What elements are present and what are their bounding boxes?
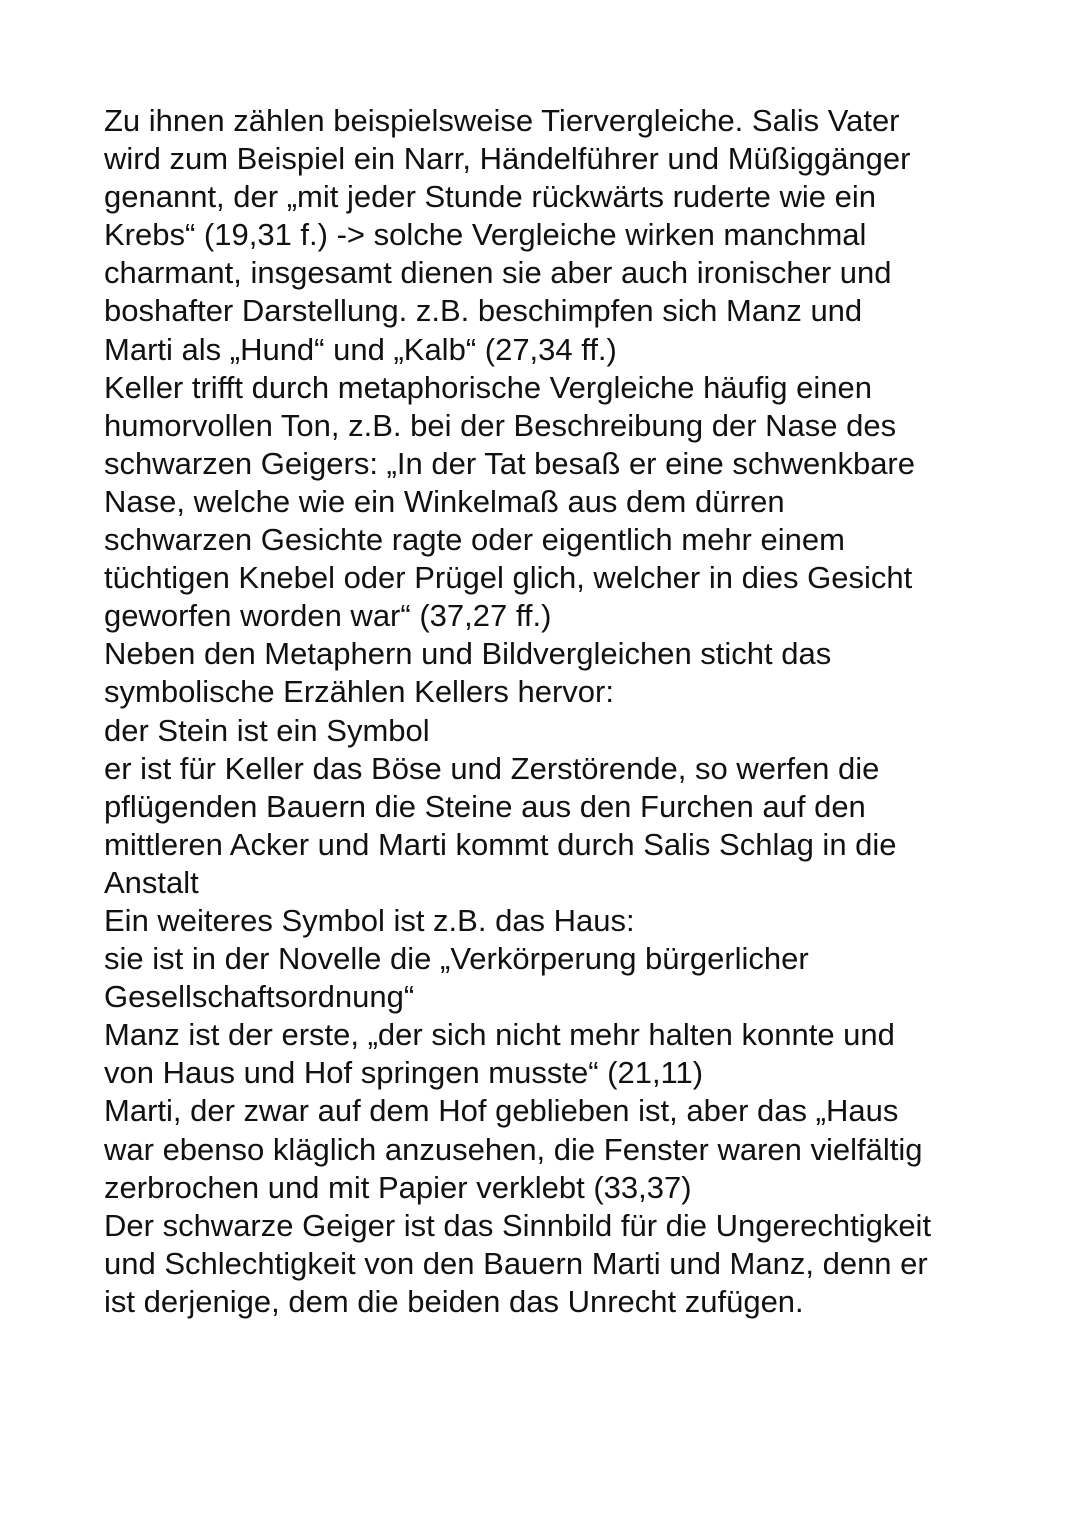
text-line: symbolische Erzählen Kellers hervor: [104, 674, 614, 710]
text-line: wird zum Beispiel ein Narr, Händelführer und Müßiggänger [104, 141, 911, 177]
text-line: Zu ihnen zählen beispielsweise Tiervergleiche. Salis Vater [104, 103, 900, 138]
text-line: schwarzen Geigers: „In der Tat besaß er eine schwenkbare [104, 445, 915, 481]
text-line: Nase, welche wie ein Winkelmaß aus dem dürren [104, 483, 785, 519]
text-line: Neben den Metaphern und Bildvergleichen sticht das [104, 636, 832, 672]
text-line: tüchtigen Knebel oder Prügel glich, welcher in dies Gesicht [104, 560, 913, 596]
text-line: er ist für Keller das Böse und Zerstörende, so werfen die [104, 750, 880, 786]
text-line: ist derjenige, dem die beiden das Unrecht zufügen. [104, 1283, 804, 1319]
text-line: Der schwarze Geiger ist das Sinnbild für die Ungerechtigkeit [104, 1207, 932, 1243]
text-line: Marti, der zwar auf dem Hof geblieben ist, aber das „Haus [104, 1093, 899, 1129]
text-line: genannt, der „mit jeder Stunde rückwärts ruderte wie ein [104, 179, 876, 215]
text-line: charmant, insgesamt dienen sie aber auch ironischer und [104, 255, 892, 291]
text-line: pflügenden Bauern die Steine aus den Furchen auf den [104, 788, 866, 824]
text-line: Marti als „Hund“ und „Kalb“ (27,34 ff.) [104, 331, 617, 367]
text-line: zerbrochen und mit Papier verklebt (33,37) [104, 1169, 692, 1205]
text-line: sie ist in der Novelle die „Verkörperung bürgerlicher [104, 941, 809, 977]
text-line: Ein weiteres Symbol ist z.B. das Haus: [104, 902, 635, 938]
text-line: Gesellschaftsordnung“ [104, 979, 415, 1015]
text-line: geworfen worden war“ (37,27 ff.) [104, 598, 552, 634]
text-line: humorvollen Ton, z.B. bei der Beschreibung der Nase des [104, 407, 897, 443]
text-line: von Haus und Hof springen musste“ (21,11) [104, 1055, 704, 1091]
text-line: mittleren Acker und Marti kommt durch Salis Schlag in die [104, 826, 897, 862]
text-line: war ebenso kläglich anzusehen, die Fenster waren vielfältig [104, 1131, 923, 1167]
text-line: der Stein ist ein Symbol [104, 712, 430, 748]
text-line: Keller trifft durch metaphorische Vergleiche häufig einen [104, 369, 872, 405]
text-line: schwarzen Gesichte ragte oder eigentlich mehr einem [104, 522, 845, 558]
text-line: Anstalt [104, 864, 199, 900]
document-text [104, 102, 1004, 1321]
text-line: Krebs“ (19,31 f.) -> solche Vergleiche wirken manchmal [104, 217, 867, 253]
text-line: boshafter Darstellung. z.B. beschimpfen sich Manz und [104, 293, 863, 329]
text-line: und Schlechtigkeit von den Bauern Marti und Manz, denn er [104, 1245, 928, 1281]
text-line: Manz ist der erste, „der sich nicht mehr halten konnte und [104, 1017, 895, 1053]
